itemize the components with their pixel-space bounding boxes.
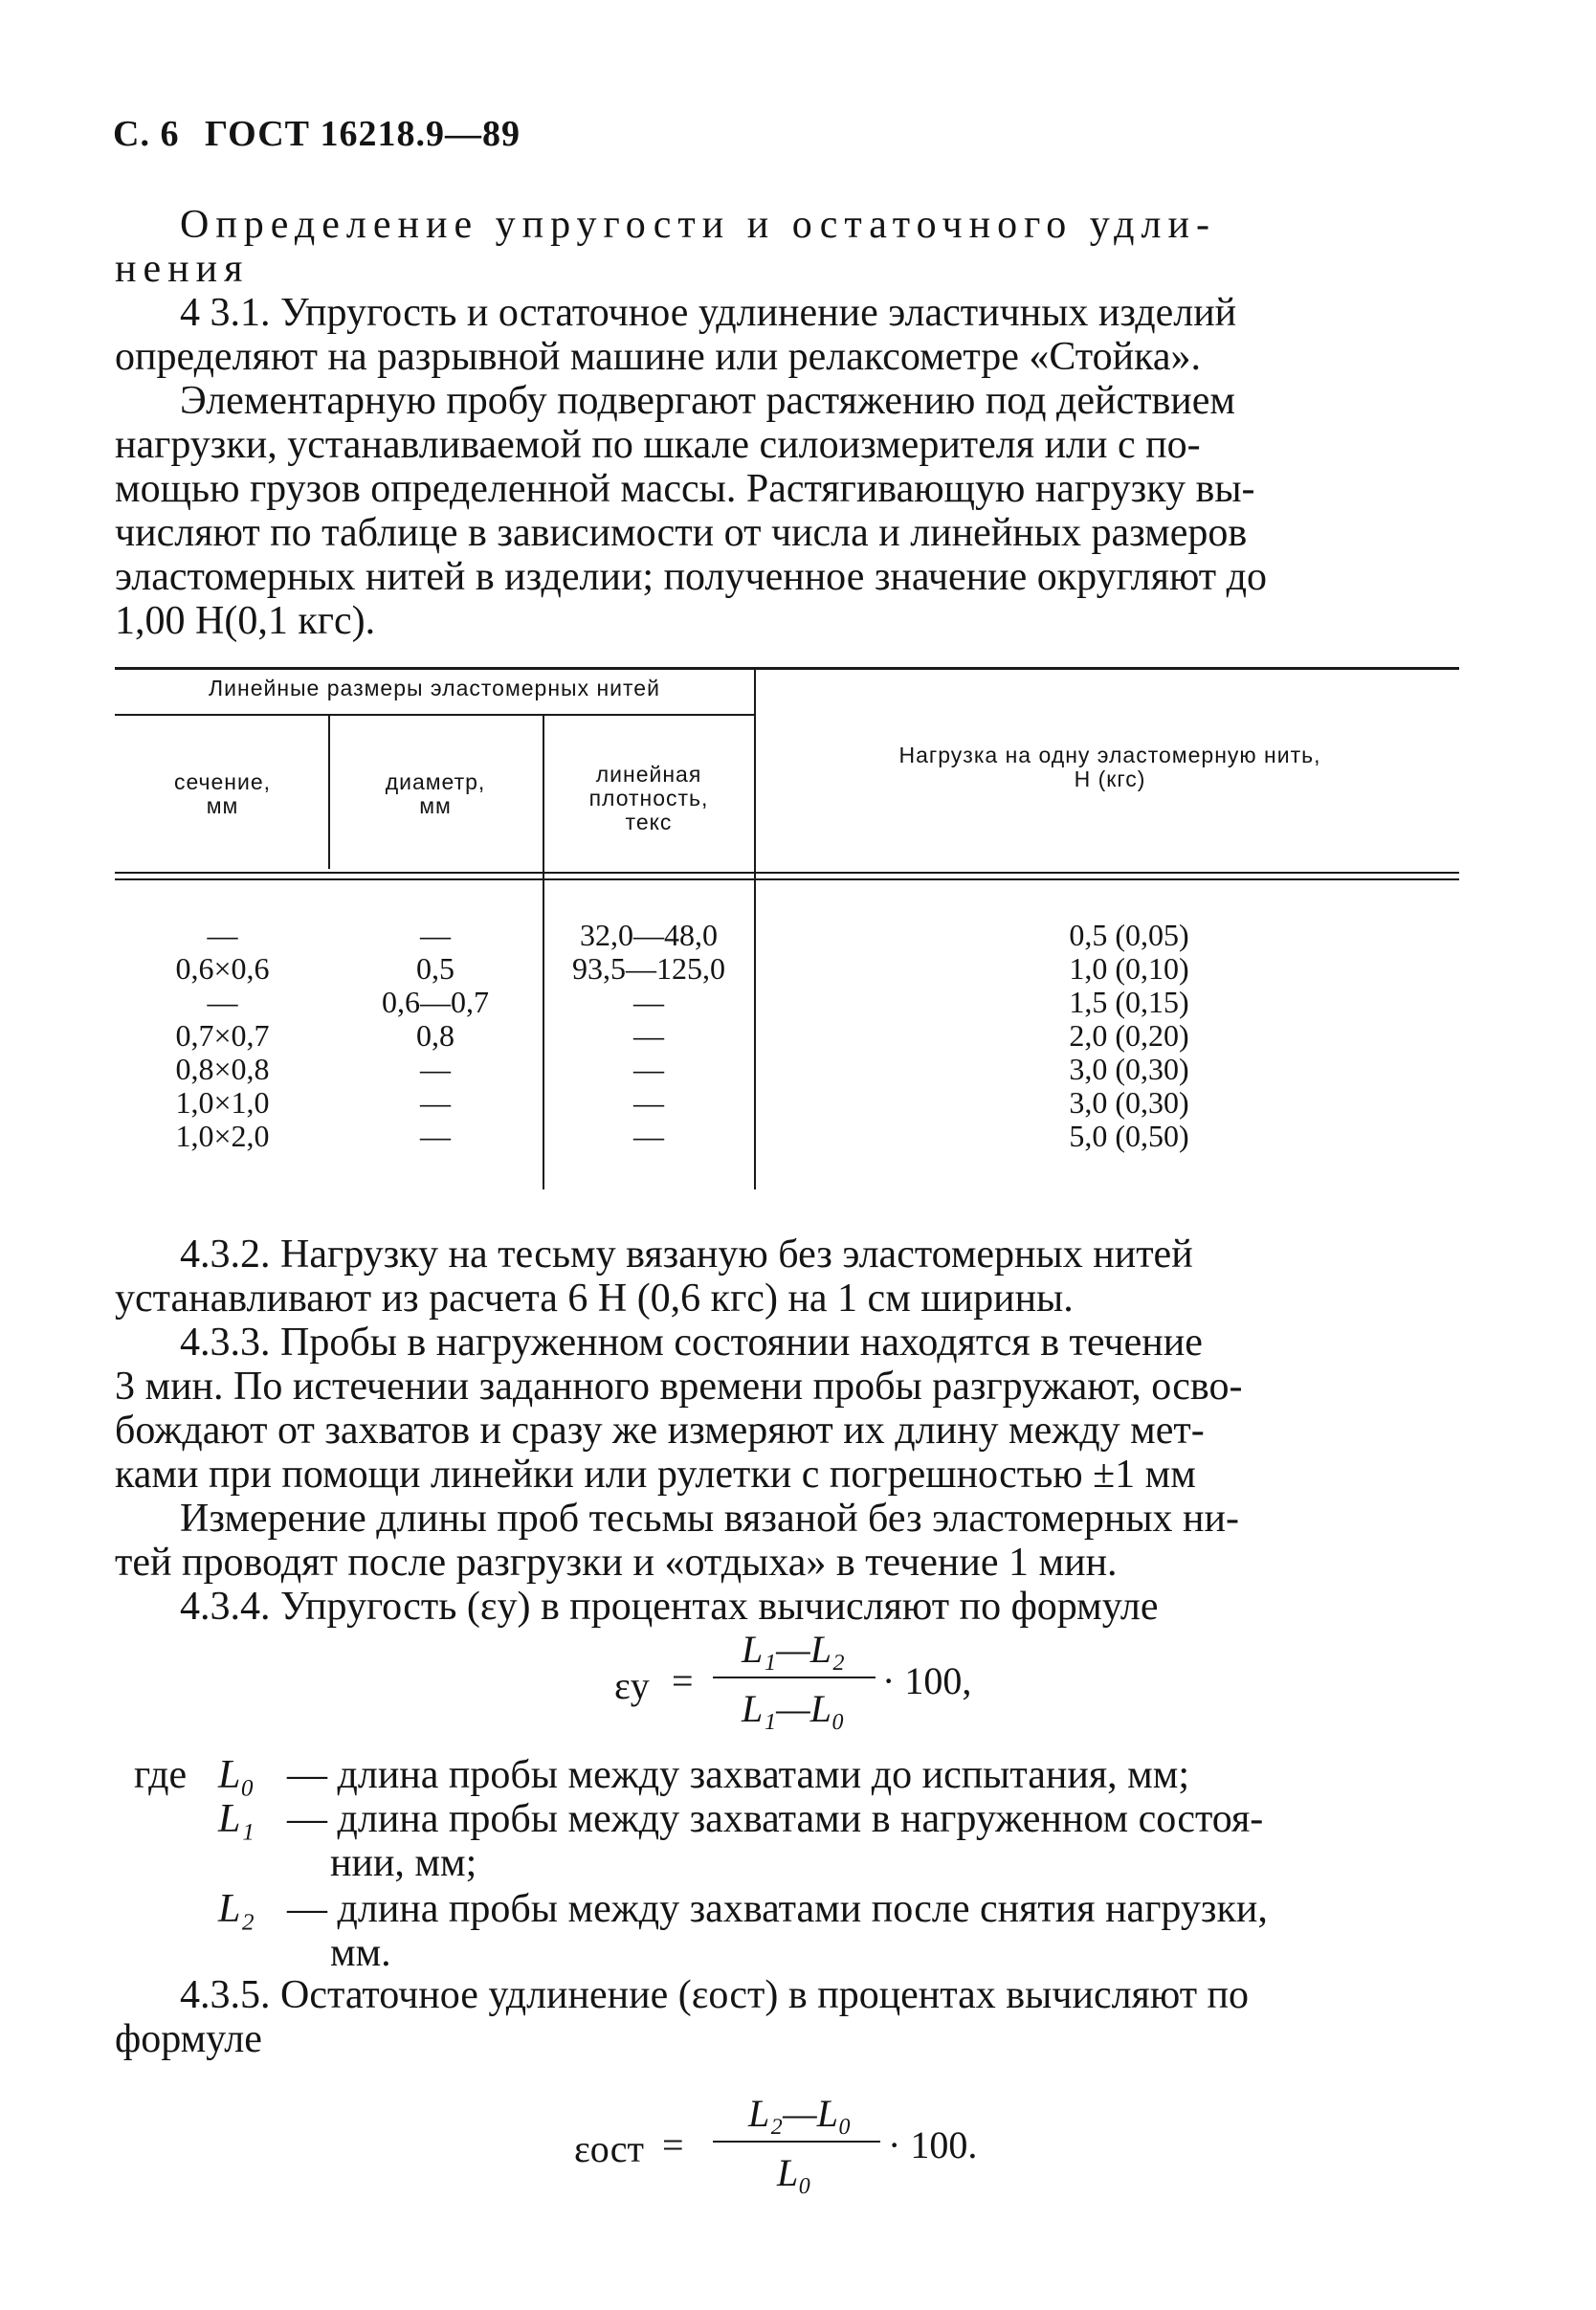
col-diameter-values <box>335 919 536 1153</box>
table-cell: 3,0 (0,30) <box>1069 1085 1189 1120</box>
paragraph-4-3-1 <box>115 291 1459 643</box>
table-cell: 2,0 (0,20) <box>1069 1018 1189 1053</box>
text-line: бождают от захватов и сразу же измеряют их длину между мет- <box>115 1409 1205 1453</box>
table-cell: 1,5 (0,15) <box>1069 985 1189 1019</box>
text-line: 4.3.5. Остаточное удлинение (εост) в процентах вычисляют по <box>180 1973 1250 2017</box>
table-col-rule <box>328 716 330 869</box>
table-cell: 0,5 (0,05) <box>1069 918 1189 952</box>
def-l0: — длина пробы между захватами до испытания, мм; <box>287 1753 1190 1797</box>
text-line: устанавливают из расчета 6 Н (0,6 кгс) на 1 см ширины. <box>115 1277 1074 1321</box>
text-line: 4.3.3. Пробы в нагруженном состоянии находятся в течение <box>180 1321 1203 1365</box>
table-cell: 5,0 (0,50) <box>1069 1119 1189 1153</box>
text-line: нагрузки, устанавливаемой по шкале силоизмерителя или с по- <box>115 423 1201 467</box>
table-cell: 1,0 (0,10) <box>1069 951 1189 986</box>
col-density-values <box>547 919 750 1153</box>
table-cell: — <box>420 1052 451 1086</box>
page-header <box>113 113 536 155</box>
text-line: Элементарную пробу подвергают растяжению под действием <box>180 379 1235 423</box>
text-line: формуле <box>115 2017 262 2061</box>
table-head-rule <box>115 878 1459 880</box>
table-cell: 0,8 <box>416 1018 454 1053</box>
col-load-values <box>986 919 1273 1153</box>
def-l1: — длина пробы между захватами в нагруженном состоя- <box>287 1797 1264 1841</box>
formula-lhs: εу <box>614 1664 650 1707</box>
text-line: числяют по таблице в зависимости от числа и линейных размеров <box>115 511 1248 555</box>
table-cell: — <box>207 985 238 1019</box>
table-col-rule <box>754 670 756 1189</box>
table-cell: — <box>633 1052 664 1086</box>
table-cell: — <box>420 1085 451 1120</box>
paragraph-4-3-2 <box>115 1233 1459 1629</box>
table-group-header: Линейные размеры эластомерных нитей <box>209 676 660 700</box>
text-line: 4 3.1. Упругость и остаточное удлинение эластичных изделий <box>180 291 1237 335</box>
formula-lhs: εост <box>574 2127 645 2170</box>
paragraph-4-3-5 <box>115 1973 1459 2061</box>
col-header-load: Нагрузка на одну эластомерную нить, Н (кгс) <box>898 743 1321 791</box>
section-title-line: нения <box>115 247 250 291</box>
col-header-section: сечение, мм <box>173 769 272 818</box>
formula-eq: = <box>672 1659 694 1702</box>
text-line: тей проводят после разгрузки и «отдыха» в течение 1 мин. <box>115 1541 1118 1585</box>
table-cell: 0,8×0,8 <box>175 1052 270 1086</box>
table-cell: 0,7×0,7 <box>175 1018 270 1053</box>
table-cell: 0,5 <box>416 951 454 986</box>
formula-multiplier: · 100. <box>888 2123 978 2166</box>
text-line: определяют на разрывной машине или релаксометре «Стойка». <box>115 335 1201 379</box>
formula-numerator: L₁—L₂ <box>742 1628 845 1671</box>
table-cell: 0,6—0,7 <box>382 985 489 1019</box>
section-title <box>115 203 1459 291</box>
fraction-bar <box>713 2141 880 2143</box>
table-cell: 3,0 (0,30) <box>1069 1052 1189 1086</box>
col-section-values <box>124 919 321 1153</box>
where-word: где <box>134 1753 188 1797</box>
table-col-rule <box>543 716 544 1189</box>
var-l0: L₀ <box>218 1753 255 1797</box>
table-cell: — <box>420 1119 451 1153</box>
col-header-diameter: диаметр, мм <box>385 769 486 818</box>
text-line: 3 мин. По истечении заданного времени пробы разгружают, осво- <box>115 1365 1243 1409</box>
table-cell: — <box>633 1085 664 1120</box>
def-l1-cont: нии, мм; <box>330 1841 477 1885</box>
table-group-rule <box>115 714 754 716</box>
formula-eq: = <box>662 2123 684 2166</box>
def-l2-cont: мм. <box>330 1931 391 1975</box>
def-l2: — длина пробы между захватами после снятия нагрузки, <box>287 1887 1268 1931</box>
table-cell: 1,0×1,0 <box>175 1085 270 1120</box>
table-top-rule <box>115 667 1459 670</box>
table-cell: 0,6×0,6 <box>175 951 270 986</box>
table-cell: — <box>420 918 451 952</box>
formula-numerator: L₂—L₀ <box>748 2092 852 2135</box>
table-head-rule <box>115 872 1459 874</box>
standard-code: ГОСТ 16218.9—89 <box>204 114 521 154</box>
table-cell: 93,5—125,0 <box>572 951 725 986</box>
formula-denominator: L₀ <box>777 2151 812 2194</box>
var-l1: L₁ <box>218 1797 255 1841</box>
formula-denominator: L₁—L₀ <box>742 1687 845 1730</box>
text-line: Измерение длины проб тесьмы вязаной без эластомерных ни- <box>180 1497 1239 1541</box>
table-cell: — <box>633 1018 664 1053</box>
text-line: 1,00 Н(0,1 кгс). <box>115 599 376 643</box>
var-l2: L₂ <box>218 1887 255 1931</box>
table-cell: — <box>207 918 238 952</box>
text-line: мощью грузов определенной массы. Растягивающую нагрузку вы- <box>115 467 1255 511</box>
fraction-bar <box>713 1677 876 1678</box>
table-cell: 1,0×2,0 <box>175 1119 270 1153</box>
section-title-line: Определение упругости и остаточного удли- <box>180 203 1216 247</box>
table-cell: — <box>633 985 664 1019</box>
table-cell: — <box>633 1119 664 1153</box>
text-line: 4.3.2. Нагрузку на тесьму вязаную без эластомерных нитей <box>180 1233 1193 1277</box>
formula-multiplier: · 100, <box>882 1659 972 1702</box>
page-number: С. 6 <box>113 114 180 154</box>
table-cell: 32,0—48,0 <box>580 918 718 952</box>
col-header-density: линейная плотность, текс <box>588 762 709 834</box>
text-line: эластомерных нитей в изделии; полученное значение округляют до <box>115 555 1267 599</box>
text-line: ками при помощи линейки или рулетки с погрешностью ±1 мм <box>115 1453 1196 1497</box>
text-line: 4.3.4. Упругость (εу) в процентах вычисляют по формуле <box>180 1585 1159 1629</box>
